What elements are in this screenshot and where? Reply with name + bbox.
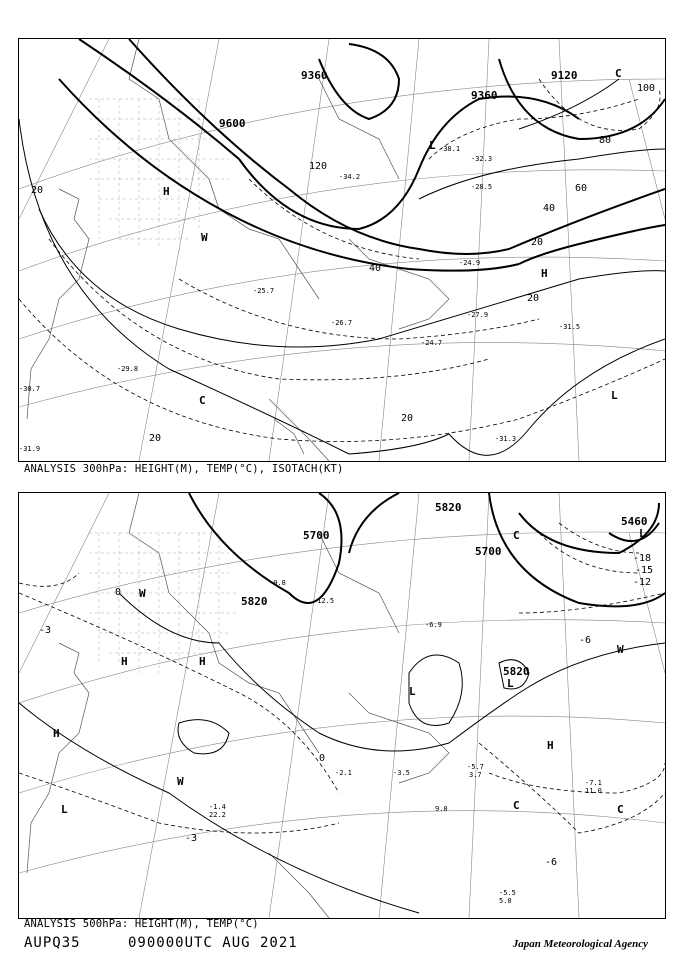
height-label: 5700 <box>475 545 502 558</box>
cold-symbol: C <box>513 799 520 812</box>
height-label: 5820 <box>435 501 462 514</box>
temp-label-group <box>209 579 602 905</box>
warm-symbol: W <box>201 231 208 244</box>
temp-label: -29.8 <box>117 365 139 373</box>
isotherm-label: -12 <box>633 577 652 588</box>
height-label: 5820 <box>241 595 268 608</box>
temp-label: -28.5 <box>471 183 493 191</box>
temp-label: -6.9 <box>425 621 442 629</box>
temp-label-group <box>19 145 580 453</box>
height-label: 9120 <box>551 69 578 82</box>
chart-500hpa <box>18 492 666 919</box>
temp-label: -31.5 <box>559 323 581 331</box>
isotherm-label: 0 <box>115 587 122 598</box>
temp-label: -5.7 <box>467 763 484 771</box>
cold-symbol: C <box>199 394 206 407</box>
cold-symbol: C <box>513 529 520 542</box>
isotach-label: 40 <box>543 203 556 214</box>
isotach-label: 20 <box>527 293 540 304</box>
low-pressure-symbol: L <box>61 803 68 816</box>
high-pressure-symbol: H <box>163 185 170 198</box>
temp-label: -38.1 <box>439 145 461 153</box>
high-pressure-symbol: H <box>547 739 554 752</box>
temp-label: -32.3 <box>471 155 493 163</box>
temp-label: -27.9 <box>467 311 489 319</box>
temp-label: -25.7 <box>253 287 275 295</box>
height-label: 5700 <box>303 529 330 542</box>
cold-symbol: C <box>617 803 624 816</box>
isotherm-label: -6 <box>579 635 592 646</box>
chart-300hpa <box>18 38 666 462</box>
temp-label: -31.9 <box>19 445 41 453</box>
isotach-label: 20 <box>401 413 414 424</box>
temp-label: -26.7 <box>331 319 353 327</box>
temperature-contours <box>19 523 665 833</box>
low-pressure-symbol: L <box>611 389 618 402</box>
isotherm-label: 0 <box>319 753 326 764</box>
bulletin-code: AUPQ35 <box>24 935 81 951</box>
temp-label: -24.9 <box>459 259 481 267</box>
temp-label: -31.3 <box>495 435 517 443</box>
temp-label: -12.5 <box>313 597 335 605</box>
isotach-label: 40 <box>369 263 382 274</box>
map-500hpa <box>19 493 665 918</box>
temp-label: -24.7 <box>421 339 443 347</box>
valid-time: 090000UTC AUG 2021 <box>128 935 298 951</box>
isotherm-label-group <box>39 553 653 868</box>
isotherm-label: -18 <box>633 553 652 564</box>
high-pressure-symbol: H <box>541 267 548 280</box>
isotach-label-group <box>31 83 655 444</box>
agency-name: Japan Meteorological Agency <box>512 938 648 950</box>
warm-symbol: W <box>617 643 624 656</box>
caption-300hpa: ANALYSIS 300hPa: HEIGHT(M), TEMP(°C), ISOTACH(KT) <box>24 463 344 475</box>
temp-label: 3.7 <box>469 771 482 779</box>
temp-label: -5.5 <box>499 889 516 897</box>
isotach-label: 20 <box>531 237 544 248</box>
height-label: 5820 <box>503 665 530 678</box>
temp-label: -1.4 <box>209 803 226 811</box>
height-contours-thin <box>19 593 665 913</box>
coastlines <box>27 39 449 461</box>
hatch-area <box>89 533 239 673</box>
temp-label: -34.2 <box>339 173 361 181</box>
warm-symbol: W <box>177 775 184 788</box>
isotherm-label: -3 <box>39 625 52 636</box>
isotherm-label: -6 <box>545 857 558 868</box>
height-label: 9360 <box>471 89 498 102</box>
temp-label: -9.8 <box>269 579 286 587</box>
height-label: 9600 <box>219 117 246 130</box>
temp-label: -7.1 <box>585 779 602 787</box>
height-label: 5460 <box>621 515 648 528</box>
height-label-group <box>241 501 648 678</box>
isotherm-label: -3 <box>185 833 198 844</box>
low-pressure-symbol: L <box>409 685 416 698</box>
low-pressure-symbol: L <box>639 527 646 540</box>
low-pressure-symbol: L <box>507 677 514 690</box>
height-label: 9360 <box>301 69 328 82</box>
temp-label: 22.2 <box>209 811 226 819</box>
low-pressure-symbol: L <box>429 139 436 152</box>
map-300hpa <box>19 39 665 461</box>
temp-label: -3.5 <box>393 769 410 777</box>
temperature-contours <box>19 79 665 442</box>
temp-label: 11.0 <box>585 787 602 795</box>
isotach-label: 60 <box>575 183 588 194</box>
latlon-grid <box>19 493 665 918</box>
temp-label: 9.0 <box>435 805 448 813</box>
isotach-label: 20 <box>149 433 162 444</box>
isotach-label: 80 <box>599 135 612 146</box>
isotach-label: 120 <box>309 161 328 172</box>
isotach-label: 100 <box>637 83 656 94</box>
high-pressure-symbol: H <box>199 655 206 668</box>
isotach-label: 20 <box>31 185 44 196</box>
caption-500hpa: ANALYSIS 500hPa: HEIGHT(M), TEMP(°C) <box>24 918 259 930</box>
warm-symbol: W <box>139 587 146 600</box>
high-pressure-symbol: H <box>121 655 128 668</box>
isotherm-label: -15 <box>635 565 654 576</box>
temp-label: 5.0 <box>499 897 512 905</box>
temp-label: -30.7 <box>19 385 41 393</box>
high-pressure-symbol: H <box>53 727 60 740</box>
height-contours <box>189 493 665 606</box>
cold-symbol: C <box>615 67 622 80</box>
latlon-grid <box>19 39 665 461</box>
temp-label: -2.1 <box>335 769 352 777</box>
